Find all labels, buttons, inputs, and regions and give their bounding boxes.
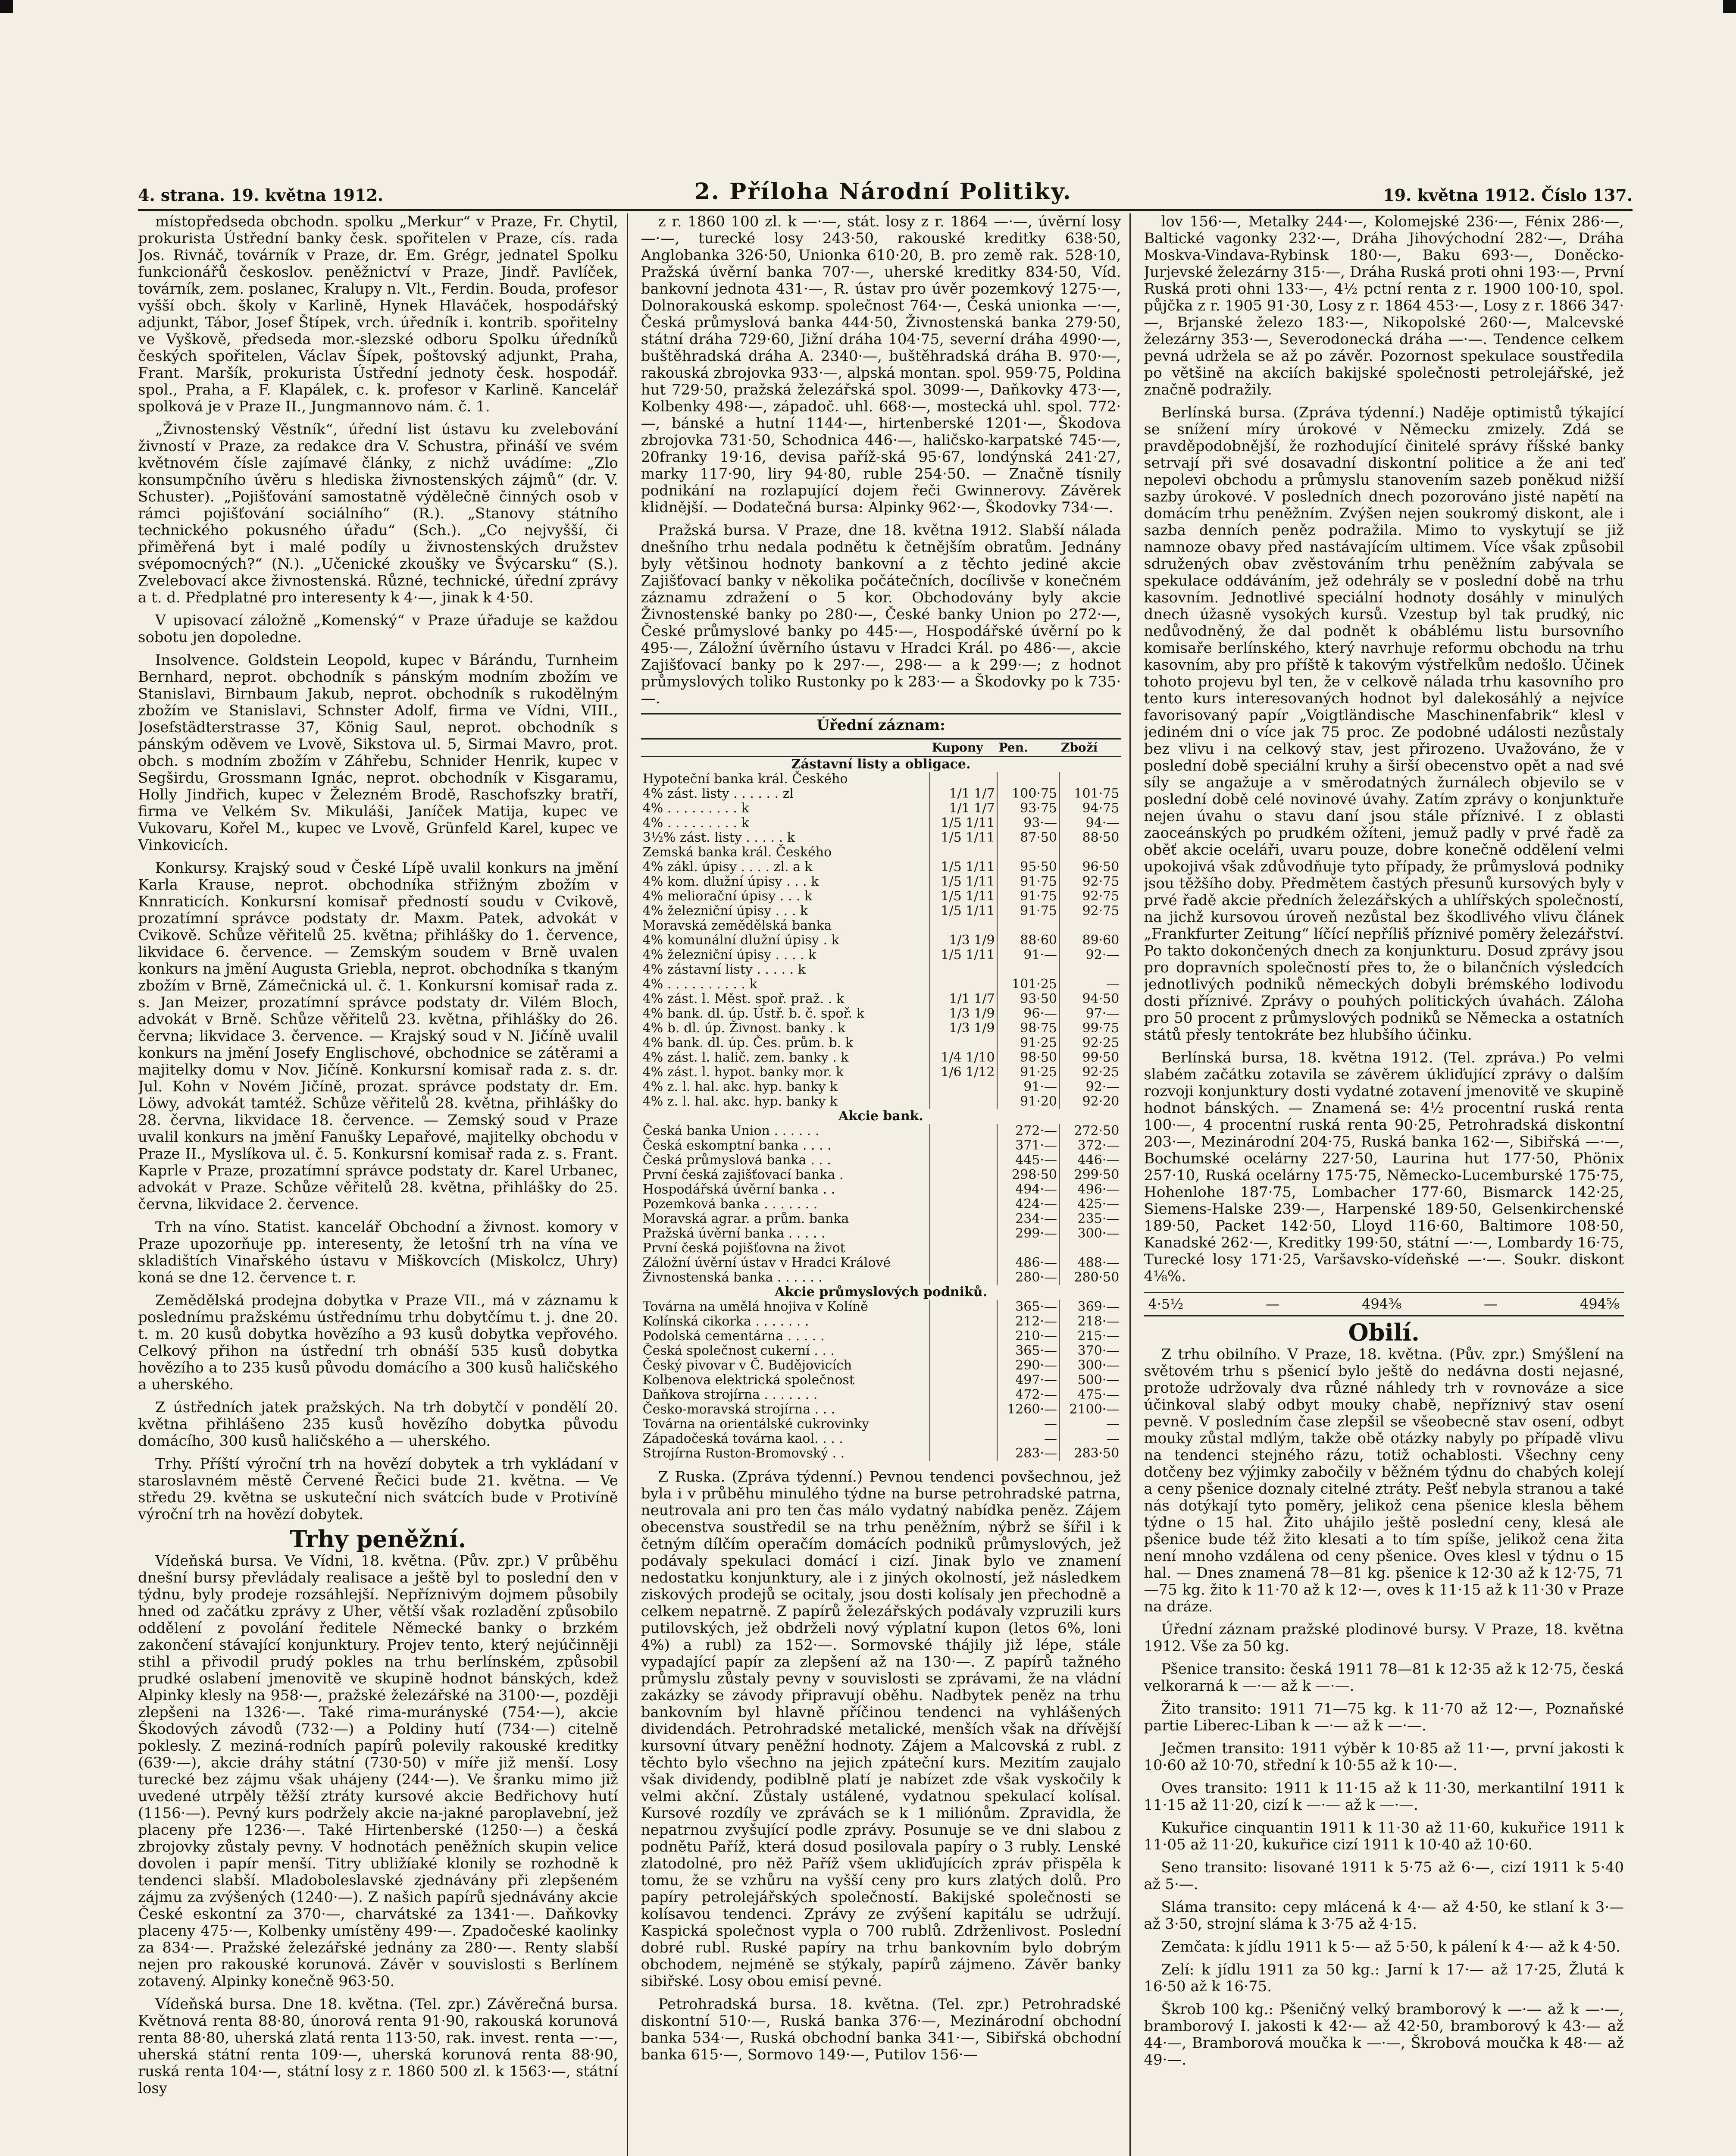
row-coupons [930, 1270, 997, 1285]
table-row [641, 816, 1121, 830]
article-text: Sláma transito: cepy mlácená k 4·— až 4·50, ke stlaní k 3·— až 3·50, strojní sláma k 3·75 až 4·15. [1144, 1899, 1624, 1933]
row-name: Pozemková banka . . . . . . . [642, 1197, 818, 1212]
row-bid: 210·— [997, 1329, 1059, 1344]
row-name: Daňkova strojírna . . . . . . . [642, 1387, 818, 1402]
row-bid: 272·— [997, 1124, 1059, 1138]
row-bid: 472·— [997, 1388, 1059, 1402]
row-name: 4% bank. dl. úp. Čes. prům. b. k [642, 1035, 853, 1050]
row-ask: — [1059, 1432, 1121, 1446]
row-bid: 486·— [997, 1256, 1059, 1270]
article-text: Žito transito: 1911 71—75 kg. k 11·70 až 12·—, Poznaňské partie Liberec-Liban k —·— až k —·—. [1144, 1700, 1624, 1734]
row-ask: 300·— [1059, 1226, 1121, 1241]
row-ask: 92·75 [1059, 889, 1121, 904]
row-coupons [930, 845, 997, 860]
row-bid: 101·25 [997, 977, 1059, 992]
article-text: místopředseda obchodn. spolku „Merkur“ v Praze, Fr. Chytil, prokurista Ústřední banky česk. spořitelen v Praze, cís. rada Jos. Rivnáč, továrník v Praze, dr. Em. Grégr, jednatel Spolku funkcionářů českoslov. peněžnictví v Praze, Jindř. Pavlíček, továrník, zem. poslanec, Kralupy n. Vlt., Ferdin. Bouda, profesor vyšší obch. školy v Karlině, Hynek Hlaváček, hospodářský adjunkt, Tábor, Josef Štípek, vrch. úředník i. kontrib. spořitelny ve Vyškově, předseda mor.-slezské odboru Spolku úředníků českých spořitelen, Václav Šípek, poštovský adjunkt, Praha, Frant. Maršík, prokurista Ústřední jednoty česk. hospodář. spol., Praha, a F. Klapálek, c. k. profesor v Karlině. Kancelář spolková je v Praze II., Jungmannovo nám. č. 1. [138, 213, 618, 415]
table-row [641, 1329, 1121, 1344]
table-group-row [641, 757, 1121, 772]
row-ask: 99·75 [1059, 1021, 1121, 1036]
row-coupons [930, 1182, 997, 1197]
article-text: Berlínská bursa. (Zpráva týdenní.) Naděje optimistů týkající se snížení míry úrokové v Německu zmizely. Zdá se pravděpodobnější, že rozhodující činitelé správy říšské banky setrvají při své dosavadní diskontní politice a že ani teď nepolevi obchodu a průmyslu stanovením sazeb poněkud nižší sazby úrokové. V posledních dnech pozorováno jisté napětí na domácím trhu peněžním. Zvýšen nejen soukromý diskont, ale i sazba denních peněz podražila. Mimo to vyskytují se již namnoze obavy před nastávajícím ultimem. Více však způsobil sdružených obav zvěstováním trhu peněžním zabývala se spekulace oddáváním, jež odehrály se v poslední době na trhu kasovním. Jednotlivé speciální hodnoty dosáhly v minulých dnech úžasně vysokých kursů. Vzestup byl tak prudký, nic nedůvodněný, že dal podnět k obáblému listu bursovního komisaře berlínského, který navrhuje reformu obchodu na trhu kasovním, aby pro příště k takovým výstřelkům nedošlo. Účinek tohoto projevu byl ten, že v celkově nálada trhu kasovního pro tento kurs interesovaných hodnot byl dalekosáhlý a nejvíce favorisovaný papír „Voigtländische Maschinenfabrik“ klesl v jediném dni o více jak 75 proc. Ze podobné události nezůstaly bez vlivu i na celkový stav, jest přirozeno. Uvažováno, že v poslední době speciální kruhy a širší obecenstvo opět a nad své síly se angažuje a v směrodatných žurnálech objevilo se v poslední době celé novinové úvahy. Zatím zprávy o konjunktuře nejen úvahu o stavu daní jsou stále příznivé. I z oblasti zaoceánských po prudkém ožíteni, jemuž padly v prvé řadě za oběť akcie oceláři, uvaru pouze, dobre konečně oddělení velmi upokojivá však zdůvodňuje tyto případy, že průmyslová podniky jsou těžšího doby. Předmětem častých přesunů kursových byly v prvé řadě akcie předních železářských a uhlířských společností, na jichž kursovou úroveň nezůstal bez škodlivého vlivu článek „Frankfurter Zeitung“ líčící nepříliš příznivé poměry železářství. Po takto dokončených dnech za konjunkturu. Dosud zprávy jsou pro dopravních společností přes to, že o bilančních výsledcích jednotlivých podniků německých dobyli brémského lodivodu dosti příznivé. Zprávy o pouhých politických úvahách. Záloha pro 50 procent z průmyslových podniků se Německa a ostatních států přesly tentokráte bez hlubšího účinku. [1144, 404, 1624, 1044]
column-2 [641, 213, 1131, 2156]
row-name: Kolínská cikorka . . . . . . . [642, 1314, 809, 1329]
row-coupons [930, 1344, 997, 1358]
row-name: 4% z. l. hal. akc. hyp. banky k [642, 1079, 838, 1094]
row-coupons: 1/3 1/9 [930, 1021, 997, 1036]
row-ask: — [1059, 1417, 1121, 1432]
row-name: Strojírna Ruston-Bromovský . . [642, 1446, 845, 1461]
table-row [641, 1300, 1121, 1314]
table-row [641, 860, 1121, 874]
row-coupons [930, 1036, 997, 1050]
row-bid [997, 1241, 1059, 1256]
article-text: Vídeňská bursa. Ve Vídni, 18. května. (Pův. zpr.) V průběhu dnešní bursy převládaly realisace a ještě byl to poslední den v týdnu, byly prodeje rozsáhlejší. Nepříznivým dojmem působily hned od začátku zprávy z Uher, větší však rozladění způsobilo oddělení z povolání ředitele Německé banky o brzkém zakončení stávající konjunktury. Projev tento, který nejúčinněji stihl a přivodil prudý pokles na trhu berlínském, způsobil prudké oslabení jmenovitě ve skupině hodnot bánských, kdež Alpinky klesly na 958·—, pražské železářské na 3100·—, později zlepšeni na 1326·—. Také rima-murányské (754·—), akcie Škodových závodů (732·—) a Poldiny hutí (734·—) citelně poklesly. Z meziná-rodních papírů polevily rakouské kreditky (639·—), akcie dráhy státní (730·50) v míře již menší. Losy turecké bez zájmu však uhájeny (244·—). Ve šranku mimo již uvedené utrpěly těžší ztráty kursové akcie Bedřichovy hutí (1156·—). Pevný kurs podržely akcie na-jakné paroplavební, jež placeny pře 1236·—. Také Hirtenberské (1250·—) a česká zbrojovky zůstaly pevny. V hodnotách peněžních skupin velice dovolen i papír menší. Titry ubližíaké klonily se rozhodně k tendenci slabší. Mladoboleslavské zjednávány při zlepšeném zájmu za zvýšených (1240·—). Z našich papírů sjednávány akcie České eskontní za 370·—, charvátské za 1341·—. Daňkovky placeny 475·—, Kolbenky umístěny 499·—. Zpadočeské kaolinky za 834·—. Pražské železářské jednány za 280·—. Renty slabší nejen pro rakouské korunová. Závěr v souvislosti s Berlínem zotavený. Alpinky konečně 963·50. [138, 1552, 618, 1990]
row-name: 4% bank. dl. úp. Ústř. b. č. spoř. k [642, 1006, 864, 1021]
table-row [641, 1006, 1121, 1021]
row-name: 4% zástavní listy . . . . . k [642, 962, 806, 977]
row-ask: 370·— [1059, 1344, 1121, 1358]
rate-strip [1144, 1292, 1624, 1316]
row-name: 4% . . . . . . . . . k [642, 801, 749, 816]
page-header [138, 170, 1633, 211]
section-heading: Trhy peněžní. [290, 1525, 466, 1553]
row-coupons: 1/1 1/7 [930, 992, 997, 1006]
row-ask: 500·— [1059, 1373, 1121, 1388]
row-bid: 212·— [997, 1314, 1059, 1329]
table-row [641, 801, 1121, 816]
row-bid [997, 845, 1059, 860]
newspaper-title: 2. Příloha Národní Politiky. [694, 179, 1072, 205]
article-text: Z ústředních jatek pražských. Na trh dobytčí v pondělí 20. května přihlášeno 235 kusů hovězího dobytka původu domácího, 300 kusů haličského a — uherského. [138, 1399, 618, 1450]
table-row [641, 1256, 1121, 1270]
group-label: Akcie bank. [838, 1109, 923, 1124]
row-bid: 91·25 [997, 1036, 1059, 1050]
row-name: 4% zást. l. Měst. spoř. praž. . k [642, 991, 845, 1006]
row-coupons: 1/1 1/7 [930, 787, 997, 801]
row-ask: 92·20 [1059, 1094, 1121, 1109]
article-text: Vídeňská bursa. Dne 18. května. (Tel. zpr.) Závěrečná bursa. Květnová renta 88·80, únorová renta 91·90, rakouská korunová renta 88·80, uherská zlatá renta 113·50, rak. invest. renta —·—, uherská státní renta 109·—, uherská korunová renta 88·90, ruská renta 104·—, státní losy z r. 1860 500 zl. k 1563·—, státní losy [138, 1996, 618, 2097]
row-bid: 91·— [997, 1080, 1059, 1094]
row-bid: 91·75 [997, 874, 1059, 889]
row-coupons [930, 962, 997, 977]
table-row [641, 977, 1121, 992]
row-bid: — [997, 1432, 1059, 1446]
row-coupons [930, 1226, 997, 1241]
article-text: z r. 1860 100 zl. k —·—, stát. losy z r. 1864 —·—, úvěrní losy —·—, turecké losy 243·50, rakouské kreditky 638·50, Anglobanka 326·50, Unionka 610·20, B. pro země rak. 528·10, Pražská úvěrní banka 707·—, uherské kreditky 834·50, Víd. bankovní jednota 431·—, R. ústav pro úvěr pozemkový 1275·—, Dolnorakouská eskomp. společnost 764·—, Česká unionka —·—, Česká průmyslová banka 444·50, Živnostenská banka 279·50, státní dráha 729·60, Jižní dráha 104·75, severní dráha 4990·—, buštěhradská dráha A. 2340·—, buštěhradská dráha B. 970·—, rakouská zbrojovka 933·—, alpská montan. spol. 959·75, Poldina hut 729·50, pražská železářská spol. 3099·—, Daňkovky 473·—, Kolbenky 498·—, západoč. uhl. 668·—, mostecká uhl. spol. 772·—, bánské a hutní 1144·—, hirtenberské 1201·—, Škodova zbrojovka 731·50, Schodnica 446·—, haličsko-karpatské 745·—, 20franky 19·16, devisa paříž-ská 95·67, londýnská 241·27, marky 117·90, liry 94·80, ruble 254·50. — Značně tísnily podnikání na rozlapující dojem řeči Gwinnerovy. Závěrek klidnější. — Dodatečná bursa: Alpinky 962·—, Škodovky 734·—. [641, 213, 1121, 516]
table-header-row [641, 739, 1121, 757]
row-name: Podolská cementárna . . . . . [642, 1329, 825, 1344]
table-row [641, 1080, 1121, 1094]
row-ask: 446·— [1059, 1153, 1121, 1168]
row-coupons: 1/3 1/9 [930, 933, 997, 948]
row-ask: 283·50 [1059, 1446, 1121, 1461]
column-header [641, 739, 930, 757]
column-header: Zboží [1059, 739, 1121, 757]
article-text: Z trhu obilního. V Praze, 18. května. (Pův. zpr.) Smýšlení na světovém trhu s pšenicí bylo ještě do nedávna dosti nejasné, protože udržovaly dva různé náhledy trh v rovnováze a sice účinkoval slabý odbyt mouky chabě, nepříznivý stav osení pevně. V posledním čase zlepšil se všeobecně stav osení, odbyt mouky zůstal mdlým, takže obě otázky nabyly po případě vlivu na tendenci stejného rázu, totiž ochablosti. Všechny ceny dotčeny bez výjimky zabočily v běžném týdnu do chabých kolejí a ceny pšenice doznaly citelné ztráty. Pešť nebyla stranou a také nás dotýkají tyto poměry, jelikož cena pšenice klesla během týdne o 15 hal. Žito uhájilo ještě poslední ceny, klesá ale pšenice bude též žito klesati a to tím spíše, jelikož cena žita není mnoho vzdálena od ceny pšenice. Oves klesl v týdnu o 15 hal. — Dnes znamená 78—81 kg. pšenice k 12·30 až k 12·75, 71—75 kg. žito k 11·70 až k 12·—, oves k 11·15 až k 11·30 v Praze na dráze. [1144, 1346, 1624, 1615]
table-row [641, 1036, 1121, 1050]
row-ask: 475·— [1059, 1388, 1121, 1402]
row-name: Hospodářská úvěrní banka . . [642, 1182, 835, 1197]
row-ask [1059, 918, 1121, 933]
article-text: „Živnostenský Věstník“, úřední list ústavu ku zvelebování živností v Praze, za redakce dra V. Schustra, přináší ve svém květnovém čísle zajímavé články, z nichž uvádíme: „Zlo konsumpčního úvěru s hlediska živnostenských zájmů“ (dr. V. Schuster). „Pojišťování samostatně výdělečně činných osob v rámci pojišťování sociálního“ (R.). „Stanovy státního technického pokusného úřadu“ (Sch.). „Co nejvyšší, či přiměřená byt i malé podíly u živnostenských družstev svépomocných?“ (N.). „Učenické zkoušky ve Švýcarsku“ (S.). Zvelebovací akce živnostenská. Různé, technické, úřední zprávy a t. d. Předplatné pro interesenty k 4·—, jinak k 4·50. [138, 421, 618, 606]
row-bid: 93·50 [997, 992, 1059, 1006]
row-bid: 371·— [997, 1138, 1059, 1153]
row-ask: 92·— [1059, 948, 1121, 962]
row-coupons: 1/5 1/11 [930, 816, 997, 830]
row-ask: 92·75 [1059, 904, 1121, 918]
article-text: Insolvence. Goldstein Leopold, kupec v Bárándu, Turnheim Bernhard, neprot. obchodník s pánským modním zbožím ve Stanislavi, Birnbaum Jakub, neprot. obchodník s rukodělným zbožím ve Stanislavi, Schnster Adolf, firma ve Vídni, VIII., Josefstädterstrasse 37, König Saul, neprot. obchodník s pánským oděvem ve Lvově, Sikstova ul. 5, Sirmai Mavro, prot. obch. s modním zbožím v Záhřebu, Schnider Henrik, kupec v Segširdu, Grossmann Ignác, neprot. obchodník v Kisgaramu, Holly Jindřich, kupec v Železném Brodě, Raschofszky bratří, firma ve Velkém Sv. Mikuláši, Janíček Matija, kupec ve Vukovaru, Kořel M., kupec ve Lvově, Grünfeld Karel, kupec ve Vinkovicích. [138, 652, 618, 854]
column-header: Pen. [997, 739, 1059, 757]
article-text: Úřední záznam pražské plodinové bursy. V Praze, 18. května 1912. Vše za 50 kg. [1144, 1621, 1624, 1655]
table-group-row [641, 1285, 1121, 1300]
row-ask: 369·— [1059, 1300, 1121, 1314]
table-row [641, 1344, 1121, 1358]
table-row [641, 1388, 1121, 1402]
row-ask: 97·— [1059, 1006, 1121, 1021]
article-text: Trhy. Příští výroční trh na hovězí dobytek a trh vykládaní v staroslavném městě Červené Řečici bude 21. května. — Ve středu 29. května se uskuteční nich svátcích bude v Protivíně výroční trh na hovězí dobytek. [138, 1455, 618, 1523]
row-coupons: 1/5 1/11 [930, 830, 997, 845]
row-ask: — [1059, 977, 1121, 992]
row-coupons: 1/6 1/12 [930, 1065, 997, 1080]
row-ask: 299·50 [1059, 1168, 1121, 1182]
table-row [641, 1197, 1121, 1212]
article-text: Zelí: k jídlu 1911 za 50 kg.: Jarní k 17·— až 17·25, Žlutá k 16·50 až k 16·75. [1144, 1961, 1624, 1995]
row-ask [1059, 1241, 1121, 1256]
row-coupons [930, 1197, 997, 1212]
table-row [641, 772, 1121, 787]
row-coupons [930, 1080, 997, 1094]
row-bid: 93·75 [997, 801, 1059, 816]
row-bid: 96·— [997, 1006, 1059, 1021]
article-text: Trh na víno. Statist. kancelář Obchodní a živnost. komory v Praze upozorňuje pp. interesenty, že letošní trh na vína ve skladištích Vinařského ústavu v Miškovcích (Miskolcz, Uhry) koná se dne 12. července t. r. [138, 1219, 618, 1286]
table-row [641, 1270, 1121, 1285]
table-row [641, 1432, 1121, 1446]
row-ask: 92·25 [1059, 1036, 1121, 1050]
row-ask: 101·75 [1059, 787, 1121, 801]
row-bid: 87·50 [997, 830, 1059, 845]
row-coupons [930, 1329, 997, 1344]
row-coupons [930, 1168, 997, 1182]
row-name: 4% meliorační úpisy . . . k [642, 889, 813, 904]
row-coupons: 1/5 1/11 [930, 904, 997, 918]
header-left: 4. strana. 19. května 1912. [138, 185, 384, 205]
row-bid: 88·60 [997, 933, 1059, 948]
row-name: 4% b. dl. úp. Živnost. banky . k [642, 1021, 846, 1036]
row-bid: 98·50 [997, 1050, 1059, 1065]
stock-table [641, 738, 1121, 1461]
row-bid: 365·— [997, 1300, 1059, 1314]
row-bid: 91·— [997, 948, 1059, 962]
row-name: První česká zajišťovací banka . [642, 1167, 844, 1182]
row-bid: 497·— [997, 1373, 1059, 1388]
row-ask: 372·— [1059, 1138, 1121, 1153]
row-bid: 290·— [997, 1358, 1059, 1373]
rate-value: — [1266, 1296, 1280, 1312]
row-name: 4% železniční úpisy . . . . k [642, 947, 816, 962]
row-ask [1059, 845, 1121, 860]
row-coupons [930, 1094, 997, 1109]
table-row [641, 1094, 1121, 1109]
table-row [641, 962, 1121, 977]
article-text: V upisovací záložně „Komenský“ v Praze úřaduje se každou sobotu jen dopoledne. [138, 612, 618, 646]
row-bid: 424·— [997, 1197, 1059, 1212]
row-ask: 92·— [1059, 1080, 1121, 1094]
rate-value: — [1484, 1296, 1498, 1312]
row-bid: 298·50 [997, 1168, 1059, 1182]
table-title: Úřední záznam: [641, 713, 1121, 734]
row-coupons [930, 1256, 997, 1270]
table-row [641, 787, 1121, 801]
row-bid: 91·75 [997, 904, 1059, 918]
row-coupons [930, 1212, 997, 1226]
row-coupons [930, 1241, 997, 1256]
row-ask [1059, 962, 1121, 977]
article-text: Z Ruska. (Zpráva týdenní.) Pevnou tendenci povšechnou, jež byla i v průběhu minulého týdne na burse petrohradské patrna, neutrovala ani pro ten čas málo vydatný nabídka peněz. Zájem obecenstva soustředil se na trhu peněžním, nýbrž se šířil i k četným dílčím operačím domácích podniků průmyslových, jež podávaly spekulaci domácí i cizí. Jinak bylo ve znamení nedostatku konjunktury, ale i z jiných okolností, jež následkem ziskových prodejů se ocitaly, jsou dosti kolísaly jen přechodně a celkem nepatrně. Z papírů železářských podávaly vzpruzili kurs putilovských, jež obdrželi nový výplatní kupon (letos 6%, loni 4%) a rubl) za 152·—. Sormovské thájily již lépe, stále vypadající papír za zlepšení až na 130·—. Z papírů tažného průmyslu zůstaly pevny v souvislosti se zprávami, že na vládní zakázky se závody připravují oběhu. Nadbytek peněz na trhu bankovním byl hlavně příčinou tendenci na vyhlášených dividendách. Petrohradské metalické, menších však na dřívější kursovní útvary peněžní hodnoty. Zájem a Malcovská z rubl. z těchto bylo všechno na jejich zpáteční kurs. Mezitím zaujalo však dividendy, podiblně platí je nabízet zde však vyskočily k velmi akční. Zůstaly ustálené, vydatnou spekulací kolísal. Kursové rozdíly ve zprávách se k 1 miliónům. Zpravidla, že nepatrnou zvyšující podle zprávy. Posunuje se ve dni slabou z podnětu Paříž, která dosud posilovala papíry o 3 rubly. Lenské zlatodolné, pro něž Paříž všem ukliďujících zpráv přispěla k tomu, že se vzhůru na vyšší ceny pro kurs zlatých dolů. Pro papíry petrolejářských společností. Bakijské společnosti se kolísavou tendenci. Zprávy ze zvýšení kapitálu se udržují. Kaspická společnost vypla o 700 rublů. Zdrženlivost. Poslední dobré rubl. Ruské papíry na trhu bankovním bylo dobrým obchodem, nejméně se stýkaly, papírů zájmeno. Závěr banky sibiřské. Losy obou emisí pevné. [641, 1468, 1121, 1990]
row-name: 4% zást. l. halič. zem. banky . k [642, 1050, 849, 1065]
row-ask: 96·50 [1059, 860, 1121, 874]
row-bid: — [997, 1417, 1059, 1432]
row-name: Česká společnost cukerní . . . [642, 1343, 835, 1358]
column-1 [138, 213, 628, 2156]
row-bid [997, 772, 1059, 787]
table-row [641, 1358, 1121, 1373]
article-text: Pražská bursa. V Praze, dne 18. května 1912. Slabší nálada dnešního trhu nedala podnětu k četnějším obratům. Jednány byly většinou hodnoty bankovní a z těchto jediné akcie Zajišťovací banky v několika počátečních, docílivše v konečném záznamu zdražení o 5 kor. Obchodovány byly akcie Živnostenské banky po 280·—, České banky Union po 272·—, České průmyslové banky po 445·—, Hospodářské úvěrní po k 495·—, Záložní úvěrního ústavu v Hradci Král. po 486·—, akcie Zajišťovací banky po k 297·—, 298·— a k 299·—; z hodnot průmyslových toliko Rustonky po k 283·— a Škodovky po k 735·—. [641, 522, 1121, 707]
row-ask [1059, 772, 1121, 787]
row-ask: 272·50 [1059, 1124, 1121, 1138]
row-name: 3½% zást. listy . . . . . k [642, 830, 795, 845]
row-ask: 88·50 [1059, 830, 1121, 845]
row-name: Zemská banka král. Českého [642, 845, 832, 860]
table-row [641, 889, 1121, 904]
table-row [641, 1226, 1121, 1241]
row-name: Záložní úvěrní ústav v Hradci Králové [642, 1255, 891, 1270]
row-ask: 496·— [1059, 1182, 1121, 1197]
row-name: Pražská úvěrní banka . . . . . [642, 1226, 826, 1241]
scan-corner-mark [1723, 0, 1736, 13]
row-name: 4% zákl. úpisy . . . . zl. a k [642, 859, 813, 874]
table-row [641, 1417, 1121, 1432]
row-bid: 95·50 [997, 860, 1059, 874]
row-coupons [930, 1417, 997, 1432]
row-coupons [930, 1402, 997, 1417]
row-name: Česko-moravská strojírna . . . [642, 1402, 835, 1417]
rate-value: 494⅜ [1362, 1296, 1402, 1312]
row-coupons [930, 1446, 997, 1461]
table-row [641, 1446, 1121, 1461]
table-row [641, 830, 1121, 845]
table-row [641, 1241, 1121, 1256]
article-text: Petrohradská bursa. 18. května. (Tel. zpr.) Petrohradské diskontní 510·—, Ruská banka 376·—, Mezinárodní obchodní banka 534·—, Ruská obchodní banka 341·—, Sibiřská obchodní banka 615·—, Sormovo 149·—, Putilov 156·— [641, 1996, 1121, 2063]
table-row [641, 1065, 1121, 1080]
row-ask: 92·25 [1059, 1065, 1121, 1080]
table-row [641, 845, 1121, 860]
table-row [641, 1168, 1121, 1182]
row-name: Česká eskomptní banka . . . . [642, 1138, 832, 1153]
table-row [641, 992, 1121, 1006]
row-name: Česká banka Union . . . . . . [642, 1123, 820, 1138]
row-name: Živnostenská banka . . . . . . [642, 1270, 823, 1285]
group-label: Zástavní listy a obligace. [791, 757, 971, 772]
row-name: Česká průmyslová banka . . . [642, 1153, 831, 1168]
row-bid: 299·— [997, 1226, 1059, 1241]
row-bid [997, 918, 1059, 933]
row-bid: 280·— [997, 1270, 1059, 1285]
table-row [641, 1212, 1121, 1226]
row-bid: 494·— [997, 1182, 1059, 1197]
row-name: 4% . . . . . . . . . . k [642, 977, 757, 992]
row-coupons [930, 1124, 997, 1138]
row-bid: 93·— [997, 816, 1059, 830]
row-bid: 100·75 [997, 787, 1059, 801]
row-bid: 91·75 [997, 889, 1059, 904]
row-ask: 2100·— [1059, 1402, 1121, 1417]
row-ask: 425·— [1059, 1197, 1121, 1212]
table-row [641, 1182, 1121, 1197]
table-row [641, 1373, 1121, 1388]
row-coupons [930, 918, 997, 933]
row-ask: 218·— [1059, 1314, 1121, 1329]
row-name: 4% železniční úpisy . . . k [642, 903, 808, 918]
rate-value: 4·5½ [1148, 1296, 1184, 1312]
row-name: Moravská agrar. a prům. banka [642, 1211, 849, 1226]
row-bid: 98·75 [997, 1021, 1059, 1036]
row-coupons [930, 1314, 997, 1329]
row-name: Továrna na umělá hnojiva v Kolíně [642, 1299, 869, 1314]
article-text: Škrob 100 kg.: Pšeničný velký bramborový k —·— až k —·—, bramborový I. jakosti k 42·— až 42·50, bramborový k 43·— až 44·—, Bramborová moučka k —·—, Škrobová moučka k 48·— až 49·—. [1144, 2001, 1624, 2068]
row-coupons: 1/5 1/11 [930, 948, 997, 962]
row-ask: 280·50 [1059, 1270, 1121, 1285]
row-name: Západočeská továrna kaol. . . . [642, 1431, 843, 1446]
row-coupons: 1/4 1/10 [930, 1050, 997, 1065]
table-row [641, 874, 1121, 889]
row-ask: 215·— [1059, 1329, 1121, 1344]
article-text: Pšenice transito: česká 1911 78—81 k 12·35 až k 12·75, česká velkorarná k —·— až k —·—. [1144, 1661, 1624, 1695]
row-coupons [930, 1300, 997, 1314]
row-ask: 94·— [1059, 816, 1121, 830]
row-ask: 300·— [1059, 1358, 1121, 1373]
row-ask: 99·50 [1059, 1050, 1121, 1065]
row-bid: 91·20 [997, 1094, 1059, 1109]
row-bid: 1260·— [997, 1402, 1059, 1417]
table-row [641, 918, 1121, 933]
article-text: Ječmen transito: 1911 výběr k 10·85 až 11·—, první jakosti k 10·60 až 10·70, střední k 10·55 až k 10·—. [1144, 1740, 1624, 1774]
row-name: 4% komunální dlužní úpisy . k [642, 933, 839, 948]
table-row [641, 1314, 1121, 1329]
column-header: Kupony [930, 739, 997, 757]
article-text: Berlínská bursa, 18. května 1912. (Tel. zpráva.) Po velmi slabém začátku zotavila se závěrem úkliďující zprávy o dalším rozvoji konjunktury dosti vydatné zotavení jmenovitě ve skupině hodnot bánských. — Znamená se: 4½ procentní ruská renta 100·—, 4 procentní ruská renta 90·25, Petrohradská diskontní 203·—, Mezinárodní 204·75, Ruská banka 162·—, Sibiřská —·—, Bochumské ocelárny 227·50, Laurina hut 177·50, Phönix 257·10, Ruská ocelárny 175·75, Německo-Lucemburské 175·75, Hohenlohe 187·75, Lombacher 177·60, Bismarck 142·25, Siemens-Halske 239·—, Harpenské 189·50, Gelsenkirchenské 189·50, Packet 142·50, Lloyd 116·60, Baltimore 108·50, Kanadské 262·—, Kreditky 199·50, státní —·—, Lombardy 16·75, Turecké losy 171·25, Varšavsko-vídeňské —·—. Soukr. diskont 4⅛%. [1144, 1049, 1624, 1285]
row-name: První česká pojišťovna na život [642, 1241, 845, 1256]
table-row [641, 1153, 1121, 1168]
row-ask: 235·— [1059, 1212, 1121, 1226]
row-coupons [930, 977, 997, 992]
table-row [641, 948, 1121, 962]
row-ask: 488·— [1059, 1256, 1121, 1270]
article-text: Konkursy. Krajský soud v České Lípě uvalil konkurs na jmění Karla Krause, neprot. obchodníka střižným zbožím v Knnraticích. Konkursní komisař předností soudu v Cvikově, prozatímní správce podstaty dr. Maxm. Patek, advokát v Cvikově. Schůze věřitelů 25. května; přihlášky do 1. července, likvidace 6. července. — Zemským soudem v Brně uvalen konkurs na jmění Augusta Griebla, neprot. obchodníka s tkaným zbožím v Brně, Zámečnická ul. č. 1. Konkursní komisař rada z. s. Jan Meizer, prozatímní správce podstaty dr. Vilém Bloch, advokát v Brně. Schůze věřitelů 23. května, přihlášky do 26. června; likvidace 3. července. — Krajský soud v N. Jičíně uvalil konkurs na jmění Josefy Englischové, obchodnice se zátěrami a majitelky domu v Nov. Jičíně. Konkursní komisař rada z. s. dr. Jul. Kohn v Novém Jičíně, prozat. správce podstaty dr. Em. Löwy, advokát tamtéž. Schůze věřitelů 28. května, přihlášky do 28. června, likvidace 18. července. — Zemský soud v Praze uvalil konkurs na jmění Fanušky Lepařové, majitelky obchodu v Praze II., Myslíkova ul. č. 5. Konkursní komisař rada z. s. Frant. Kaprle v Praze, prozatímní správce podstaty dr. Karel Urbanec, advokát v Praze. Schůze věřitelů 28. května, přihlášky do 25. června, likvidace 2. července. [138, 859, 618, 1213]
row-bid: 91·25 [997, 1065, 1059, 1080]
row-bid: 445·— [997, 1153, 1059, 1168]
group-label: Akcie průmyslových podniků. [775, 1285, 987, 1300]
table-row [641, 1124, 1121, 1138]
rate-value: 494⅝ [1580, 1296, 1620, 1312]
row-coupons [930, 1138, 997, 1153]
scan-corner-mark [0, 0, 13, 13]
section-heading: Obilí. [1348, 1319, 1420, 1346]
row-name: Kolbenova elektrická společnost [642, 1373, 854, 1388]
row-name: Český pivovar v Č. Budějovicích [642, 1358, 852, 1373]
row-bid [997, 962, 1059, 977]
row-coupons [930, 1432, 997, 1446]
row-ask: 89·60 [1059, 933, 1121, 948]
row-name: Moravská zemědělská banka [642, 918, 832, 933]
table-row [641, 1138, 1121, 1153]
row-bid: 365·— [997, 1344, 1059, 1358]
row-coupons: 1/5 1/11 [930, 860, 997, 874]
article-text: Seno transito: lisované 1911 k 5·75 až 6·—, cizí 1911 k 5·40 až 5·—. [1144, 1859, 1624, 1893]
row-coupons [930, 1373, 997, 1388]
article-text: Kukuřice cinquantin 1911 k 11·30 až 11·60, kukuřice 1911 k 11·05 až 11·20, kukuřice cizí 1911 k 10·40 až 10·60. [1144, 1819, 1624, 1853]
row-coupons [930, 1153, 997, 1168]
table-row [641, 933, 1121, 948]
row-bid: 283·— [997, 1446, 1059, 1461]
table-row [641, 1050, 1121, 1065]
row-bid: 234·— [997, 1212, 1059, 1226]
row-coupons [930, 1388, 997, 1402]
row-coupons: 1/5 1/11 [930, 874, 997, 889]
table-row [641, 1402, 1121, 1417]
row-name: 4% z. l. hal. akc. hyp. banky k [642, 1094, 838, 1109]
header-right: 19. května 1912. Číslo 137. [1383, 185, 1633, 205]
article-text: Oves transito: 1911 k 11·15 až k 11·30, merkantilní 1911 k 11·15 až 11·20, cizí k —·— až k —·—. [1144, 1780, 1624, 1814]
row-name: 4% zást. listy . . . . . . zl [642, 786, 794, 801]
row-name: 4% zást. l. hypot. banky mor. k [642, 1065, 844, 1080]
row-coupons [930, 1358, 997, 1373]
row-coupons [930, 772, 997, 787]
row-ask: 94·50 [1059, 992, 1121, 1006]
table-group-row [641, 1109, 1121, 1124]
row-ask: 92·75 [1059, 874, 1121, 889]
row-name: 4% . . . . . . . . . k [642, 815, 749, 830]
table-row [641, 904, 1121, 918]
article-text: Zemčata: k jídlu 1911 k 5·— až 5·50, k pálení k 4·— až k 4·50. [1161, 1938, 1620, 1955]
columns [138, 213, 1633, 2156]
row-coupons: 1/5 1/11 [930, 889, 997, 904]
row-name: 4% kom. dlužní úpisy . . . k [642, 874, 819, 889]
article-text: lov 156·—, Metalky 244·—, Kolomejské 236·—, Fénix 286·—, Baltické vagonky 232·—, Dráha Jihovýchodní 282·—, Dráha Moskva-Vindava-Rybinsk 180·—, Baku 693·—, Doněcko-Jurjevské železárny 315·—, Dráha Ruská proti ohni 193·—, První Ruská proti ohni 133·—, 4½ pctní renta z r. 1900 100·10, spol. půjčka z r. 1905 91·30, Losy z r. 1864 453·—, Losy z r. 1866 347·—, Brjanské železo 183·—, Nikopolské 260·—, Malcevské železárny 353·—, Severodonecká dráha —·—. Tendence celkem pevná udržela se až po závěr. Pozornost spekulace soustředila po většině na akciích bakijské společnosti petrolejářské, jež značně podražily. [1144, 213, 1624, 398]
article-text: Zemědělská prodejna dobytka v Praze VII., má v záznamu k poslednímu pražskému ústřednímu trhu dobytčímu t. j. dne 20. t. m. 20 kusů dobytka hovězího a 93 kusů dobytka vepřového. Celkový přihon na ústřední trh obnáší 535 kusů dobytka hovězího a to 235 kusů původu domácího a 300 kusů haličského a uherského. [138, 1292, 618, 1393]
table-row [641, 1021, 1121, 1036]
column-3 [1144, 213, 1633, 2156]
row-name: Továrna na orientálské cukrovinky [642, 1416, 870, 1432]
row-ask: 94·75 [1059, 801, 1121, 816]
row-coupons: 1/3 1/9 [930, 1006, 997, 1021]
row-coupons: 1/1 1/7 [930, 801, 997, 816]
row-name: Hypoteční banka král. Českého [642, 771, 848, 787]
